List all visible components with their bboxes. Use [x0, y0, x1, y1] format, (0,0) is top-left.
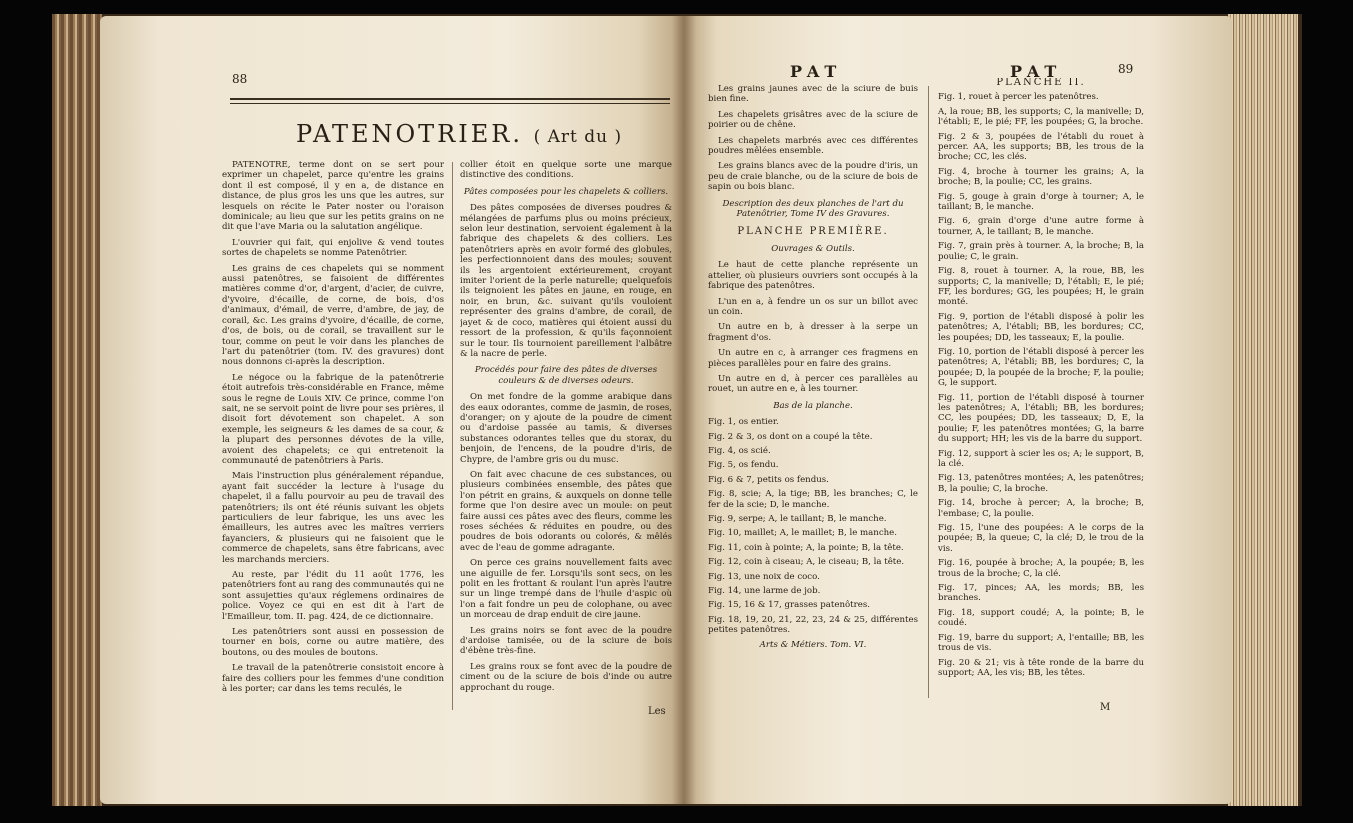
figure-caption: Fig. 6, grain d'orge d'une autre forme à tourner, A, le taillant; B, le manche.: [938, 216, 1144, 237]
figure-caption: Fig. 1, rouet à percer les patenôtres.: [938, 92, 1099, 103]
figure-caption: Fig. 6 & 7, petits os fendus.: [708, 474, 829, 485]
paragraph: Le travail de la patenôtrerie consistoit encore à faire des colliers pour les femmes d'une condition à les porter; car dans les tems reculés, le: [222, 663, 444, 695]
paragraph: Les grains roux se font avec de la poudre de ciment ou de la sciure de bois d'inde ou autre approchant du rouge.: [460, 661, 672, 693]
plates-description-heading: Description des deux planches de l'art du Patenôtrier, Tome IV des Gravures.: [722, 198, 904, 220]
paragraph: Les patenôtriers sont aussi en possession de tourner en bois, corne ou autre matière, des boutons, ou des moules de boutons.: [222, 627, 444, 658]
right-page-edges: [1228, 14, 1298, 806]
figure-caption: Fig. 18, 19, 20, 21, 22, 23, 24 & 25, différentes petites patenôtres.: [708, 614, 918, 636]
right-running-head-left: PAT: [790, 62, 843, 81]
figure-caption: Fig. 11, coin à pointe; A, la pointe; B, la tête.: [708, 542, 904, 553]
figure-caption: Fig. 13, une noix de coco.: [708, 571, 820, 582]
figure-caption: Fig. 10, maillet; A, le maillet; B, le manche.: [708, 528, 897, 539]
left-catchword: Les: [648, 706, 666, 717]
figure-caption: Fig. 5, gouge à grain d'orge à tourner; A, le taillant; B, le manche.: [938, 191, 1144, 213]
paragraph: Les grains blancs avec de la poudre d'iris, un peu de craie blanche, ou de la sciure de bois de sapin ou bois blanc.: [708, 161, 918, 193]
section-heading: Procédés pour faire des pâtes de diverses couleurs & de diverses odeurs.: [474, 365, 658, 386]
plate-1-heading: PLANCHE PREMIÈRE.: [737, 226, 889, 238]
figure-caption: Fig. 2 & 3, poupées de l'établi du rouet à percer. AA, les supports; BB, les trous de la broche; CC, les clés.: [938, 131, 1144, 163]
figure-caption: Fig. 10, portion de l'établi disposé à percer les patenôtres; A, l'établi; BB, les bordures; C, la poupée; D, la poupée de la broche; F, la poulie; G, le support.: [938, 346, 1144, 389]
paragraph: Un autre en c, à arranger ces fragmens en pièces parallèles pour en faire des grains.: [708, 348, 918, 369]
paragraph: Les grains de ces chapelets qui se nomment aussi patenôtres, se faisoient de différentes matières comme d'or, d'argent, d'acier, de cuivre, d'yvoire, d'écaille, de corne, de bois, d'os d'animaux, d'émail, de verre, d'ambre, de jay, de corail, &c. Les grains d'yvoire, d'écaille, de corne, d'os, de bois, ou de corail, se travaillent sur le tour, comme on peut le voir dans les planches de l'art du patenôtrier (tom. IV. des gravures) dont nous donnons ci-après la description.: [222, 263, 444, 368]
figure-caption: Fig. 18, support coudé; A, la pointe; B, le coudé.: [938, 607, 1144, 629]
right-catchword: M: [1100, 702, 1111, 713]
figure-caption: Fig. 1, os entier.: [708, 417, 779, 428]
paragraph: Des pâtes composées de diverses poudres & mélangées de parfums plus ou moins précieux, selon leur destination, servoient également à la fabrique des chapelets & des colliers. Les patenôtriers après en avoir formé des globules, les perfectionnoient dans des moules; souvent ils les argentoient extérieurement, croyant imiter l'orient de la perle naturelle; quelquefois ils teignoient les pâtes en jaune, en rouge, en noir, en brun, &c. suivant qu'ils vouloient représenter des grains d'ambre, de corail, de jayet & de coco, matières qui étoient aussi du ressort de la profession, & qu'ils façonnoient sur le tour. Ils tournoient pareillement l'albâtre & la nacre de perle.: [460, 203, 672, 359]
section-heading: Pâtes composées pour les chapelets & colliers.: [463, 186, 669, 197]
plate-1-subheading: Ouvrages & Outils.: [771, 243, 855, 254]
left-column-2: [460, 160, 672, 720]
figure-caption: A, la roue; BB, les supports; C, la manivelle; D, l'établi; E, le pié; FF, les poupées; G, la broche.: [938, 106, 1144, 128]
left-column-1: [222, 160, 444, 720]
paragraph: On fait avec chacune de ces substances, ou plusieurs combinées ensemble, des pâtes que l'on pétrit en grains, & auxquels on donne telle forme que l'on desire avec un moule: on peut faire aussi ces pâtes avec des fleurs, comme les roses séchées & réduites en poudre, ou des poudres de bois odorants ou colorés, & mêlés avec de l'eau de gomme adragante.: [460, 469, 672, 553]
figure-caption: Fig. 9, portion de l'établi disposé à polir les patenôtres; A, l'établi; BB, les bordures; CC, les poupées; DD, les tasseaux; E, la poulie.: [938, 311, 1144, 343]
right-running-head-right: PAT: [1010, 62, 1063, 81]
figure-caption: Fig. 12, support à scier les os; A; le support, B, la clé.: [938, 448, 1144, 469]
left-page-edges: [52, 14, 102, 806]
figure-caption: Fig. 7, grain près à tourner. A, la broche; B, la poulie; C, le grain.: [938, 241, 1144, 262]
figure-caption: Fig. 14, une larme de job.: [708, 586, 821, 597]
figure-caption: Fig. 8, rouet à tourner. A, la roue, BB, les supports; C, la manivelle; D, l'établi; E, le pié; FF, les bordures; GG, les poupées; H, le grain monté.: [938, 266, 1144, 308]
paragraph: L'un en a, à fendre un os sur un billot avec un coin.: [708, 296, 918, 317]
left-top-rule: [230, 98, 670, 100]
paragraph: PATENÔTRE, terme dont on se sert pour exprimer un chapelet, parce qu'entre les grains dont il est composé, il y en a, de distance en distance, de plus gros les uns que les autres, sur lesquels on récite le Pater noster ou l'oraison dominicale; au lieu que sur les petits grains on ne dit que l'ave Maria ou la salutation angélique.: [222, 160, 444, 233]
figure-caption: Fig. 14, broche à percer; A, la broche; B, l'embase; C, la poulie.: [938, 498, 1144, 519]
left-column-divider: [452, 162, 453, 710]
paragraph: Les chapelets grisâtres avec de la sciure de poirier ou de chêne.: [708, 109, 918, 131]
figure-caption: Fig. 13, patenôtres montées; A, les patenôtres; B, la poulie; C, la broche.: [938, 473, 1144, 494]
paragraph: On met fondre de la gomme arabique dans des eaux odorantes, comme de jasmin, de roses, d'oranger; on y ajoute de la poudre de ciment ou d'ardoise passée au tamis, & diverses substances odorantes telles que du storax, du benjoin, de l'encens, de la poudre d'iris, de Chypre, de l'ambre gris ou du musc.: [460, 392, 672, 465]
right-column-1: [708, 84, 918, 704]
paragraph: Les chapelets marbrés avec ces différentes poudres mêlées ensemble.: [708, 135, 918, 157]
figure-caption: Fig. 2 & 3, os dont on a coupé la tête.: [708, 431, 873, 442]
plate-2-heading: PLANCHE II.: [996, 78, 1086, 88]
left-top-rule-thin: [230, 103, 670, 104]
right-column-2: [938, 78, 1144, 708]
paragraph: Un autre en d, à percer ces parallèles au rouet, un autre en e, à les tourner.: [708, 373, 918, 395]
page-footer: Arts & Métiers. Tom. VI.: [759, 639, 867, 650]
figure-caption: Fig. 19, barre du support; A, l'entaille; BB, les trous de vis.: [938, 632, 1144, 654]
figure-caption: Fig. 12, coin à ciseau; A, le ciseau; B, la tête.: [708, 557, 905, 568]
paragraph: Le négoce ou la fabrique de la patenôtrerie étoit autrefois très-considérable en France, même sous le regne de Louis XIV. Ce prince, comme l'on sait, ne se servoit point de livre pour ses prières, il disoit fort dévotement son chapelet. A son exemple, les seigneurs & les dames de sa cour, & la plupart des personnes dévotes de la ville, avoient des chapelets; ce qui entretenoit la communauté de patenôtriers à Paris.: [222, 372, 444, 466]
figure-caption: Fig. 11, portion de l'établi disposé à tourner les patenôtres; A, l'établi; BB, les bordures; CC, les poupées; DD, les tasseaux; D, E, la poulie; F, les patenôtres montées; G, la barre du support; HH; les vis de la barre du support.: [938, 392, 1144, 445]
paragraph: Un autre en b, à dresser à la serpe un fragment d'os.: [708, 322, 918, 343]
paragraph: collier étoit en quelque sorte une marque distinctive des conditions.: [460, 160, 672, 181]
figure-caption: Fig. 16, poupée à broche; A, la poupée; B, les trous de la broche; C, la clé.: [938, 558, 1144, 579]
figure-caption: Fig. 20 & 21; vis à tête ronde de la barre du support; AA, les vis; BB, les têtes.: [938, 657, 1144, 678]
right-page-number: 89: [1118, 62, 1134, 76]
paragraph: Les grains jaunes avec de la sciure de buis bien fine.: [708, 84, 918, 105]
figure-caption: Fig. 4, broche à tourner les grains; A, la broche; B, la poulie; CC, les grains.: [938, 166, 1144, 188]
page-title: [296, 120, 636, 148]
figure-caption: Fig. 8, scie; A, la tige; BB, les branches; C, le fer de la scie; D, le manche.: [708, 489, 918, 510]
paragraph: Les grains noirs se font avec de la poudre d'ardoise tamisée, ou de la sciure de bois d'ébène très-fine.: [460, 625, 672, 657]
left-page-number: 88: [232, 72, 248, 86]
paragraph: Le haut de cette planche représente un attelier, où plusieurs ouvriers sont occupés à la fabrique des patenôtres.: [708, 260, 918, 292]
title-subtitle: ( Art du ): [533, 127, 623, 147]
figure-caption: Fig. 15, l'une des poupées: A le corps de la poupée; B, la queue; C, la clé; D, le trou de la vis.: [938, 523, 1144, 554]
paragraph: Au reste, par l'édit du 11 août 1776, les patenôtriers font au rang des communautés qui ne sont assujetties qu'aux réglemens ordinaires de police. Voyez ce qui en est dit à l'art de l'Emailleur, tom. II. pag. 424, de ce dictionnaire.: [222, 570, 444, 622]
title-text: PATENOTRIER.: [296, 120, 523, 148]
figure-caption: Fig. 9, serpe; A, le taillant; B, le manche.: [708, 514, 887, 524]
figure-caption: Fig. 15, 16 & 17, grasses patenôtres.: [708, 600, 870, 611]
section-heading: Bas de la planche.: [773, 400, 853, 411]
paragraph: Mais l'instruction plus généralement répandue, ayant fait succéder la lecture à l'usage du chapelet, il a fallu pourvoir au peu de travail des patenôtriers; ils ont été réunis suivant les objets particuliers de leur fabrique, les uns avec les émailleurs, les autres avec les maîtres verriers fayanciers, & plusieurs qui ne faisoient que le commerce de chapelets, sans être fabricans, avec les marchands merciers.: [222, 471, 444, 565]
paragraph: On perce ces grains nouvellement faits avec une aiguille de fer. Lorsqu'ils sont secs, on les polit en les frottant & roulant l'un après l'autre sur un linge trempé dans de l'huile d'aspic où l'on a fait fondre un peu de colophane, ou avec un morceau de drap enduit de cire jaune.: [460, 558, 672, 621]
figure-caption: Fig. 17, pinces; AA, les mords; BB, les branches.: [938, 583, 1144, 604]
figure-caption: Fig. 4, os scié.: [708, 445, 771, 456]
right-column-divider: [928, 86, 929, 698]
figure-caption: Fig. 5, os fendu.: [708, 460, 779, 471]
paragraph: L'ouvrier qui fait, qui enjolive & vend toutes sortes de chapelets se nomme Patenôtrier.: [222, 237, 444, 259]
book-gutter: [672, 16, 696, 804]
